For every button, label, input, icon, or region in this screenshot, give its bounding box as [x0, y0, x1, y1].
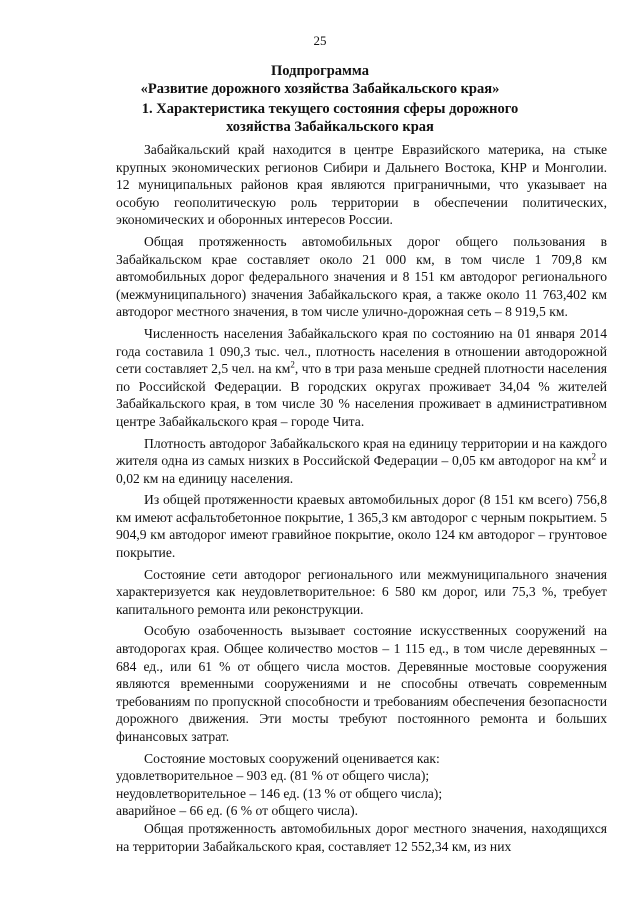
list-item-emergency: аварийное – 66 ед. (6 % от общего числа).: [116, 803, 359, 819]
document-title: [40, 62, 600, 98]
paragraph-surface-types: Из общей протяженности краевых автомобильных дорог (8 151 км всего) 756,8 км имеют асфальтобетонное покрытие, 1 365,3 км автодорог с черным покрытием. 5 904,9 км автодорог имеют гравийное покрытие, около 124 км автодорог – грунтовое покрытие.: [116, 492, 607, 561]
paragraph-local-roads: Общая протяженность автомобильных дорог местного значения, находящихся на территории Забайкальского края, составляет 12 552,34 км, из них: [116, 820, 607, 854]
section-heading-line-2: хозяйства Забайкальского края: [226, 119, 434, 135]
title-line-1: Подпрограмма: [271, 63, 369, 79]
paragraph-population-text-b: , что в три раза меньше средней плотности населения по Российской Федерации. В городских округах проживает 34,04 % жителей Забайкальского края, в том числе 30 % населения проживает в административном центре Забайкальского края – городе Чита.: [116, 361, 608, 429]
paragraph-bridges: Особую озабоченность вызывает состояние искусственных сооружений на автодорогах края. Общее количество мостов – 1 115 ед., в том числе деревянных – 684 ед., или 61 % от общего числа мостов. Деревянные мостовые сооружения являются временными сооружениями и не способны отвечать современным требованиям по пропускной способности и требованиям обеспечения безопасности дорожного движения. Эти мосты требуют постоянного ремонта и больших финансовых затрат.: [116, 623, 607, 744]
paragraph-network-condition: Состояние сети автодорог регионального или межмуниципального значения характеризуется как неудовлетворительное: 6 580 км дорог, или 75,3 %, требует капитального ремонта или реконструкции.: [116, 566, 607, 617]
superscript-squared: 2: [591, 451, 597, 462]
list-item-unsatisfactory: неудовлетворительное – 146 ед. (13 % от общего числа);: [116, 785, 443, 801]
paragraph-density-text-b: и 0,02 км на единицу населения.: [116, 453, 607, 486]
paragraph-location: Забайкальский край находится в центре Евразийского материка, на стыке крупных экономических регионов Сибири и Дальнего Востока, КНР и Монголии. 12 муниципальных районов края являются приграничными, что указывает на особую геополитическую роль территории в обеспечении политических, экономических и оборонных интересов России.: [116, 142, 607, 228]
paragraph-population-text-a: Численность населения Забайкальского края по состоянию на 01 января 2014 года составила 1 090,3 тыс. чел., плотность населения в отношении автодорожной сети составляет 2,5 чел. на км: [116, 325, 607, 377]
page-number: 25: [313, 33, 327, 48]
paragraph-road-length: Общая протяженность автомобильных дорог общего пользования в Забайкальском крае составляет около 21 000 км, в том числе 1 709,8 км автомобильных дорог федерального значения и 8 151 км автодорог регионального (межмуниципального) значения Забайкальского края, а также около 11 763,402 км автодорог местного значения, в том числе улично-дорожная сеть – 8 919,5 км.: [116, 233, 607, 320]
list-item-satisfactory: удовлетворительное – 903 ед. (81 % от общего числа);: [116, 768, 430, 784]
section-heading: [110, 100, 550, 136]
paragraph-population: [116, 325, 607, 431]
section-heading-line-1: 1. Характеристика текущего состояния сферы дорожного: [141, 101, 519, 117]
paragraph-bridge-assessment: Состояние мостовых сооружений оценивается как:: [144, 750, 440, 766]
body-text: [116, 141, 607, 855]
superscript-squared: 2: [290, 359, 295, 370]
paragraph-road-density: [116, 435, 607, 488]
title-line-2: «Развитие дорожного хозяйства Забайкальского края»: [140, 81, 500, 97]
paragraph-density-text-a: Плотность автодорог Забайкальского края на единицу территории и на каждого жителя одна из самых низких в Российской Федерации – 0,05 км автодорог на км: [116, 435, 607, 469]
